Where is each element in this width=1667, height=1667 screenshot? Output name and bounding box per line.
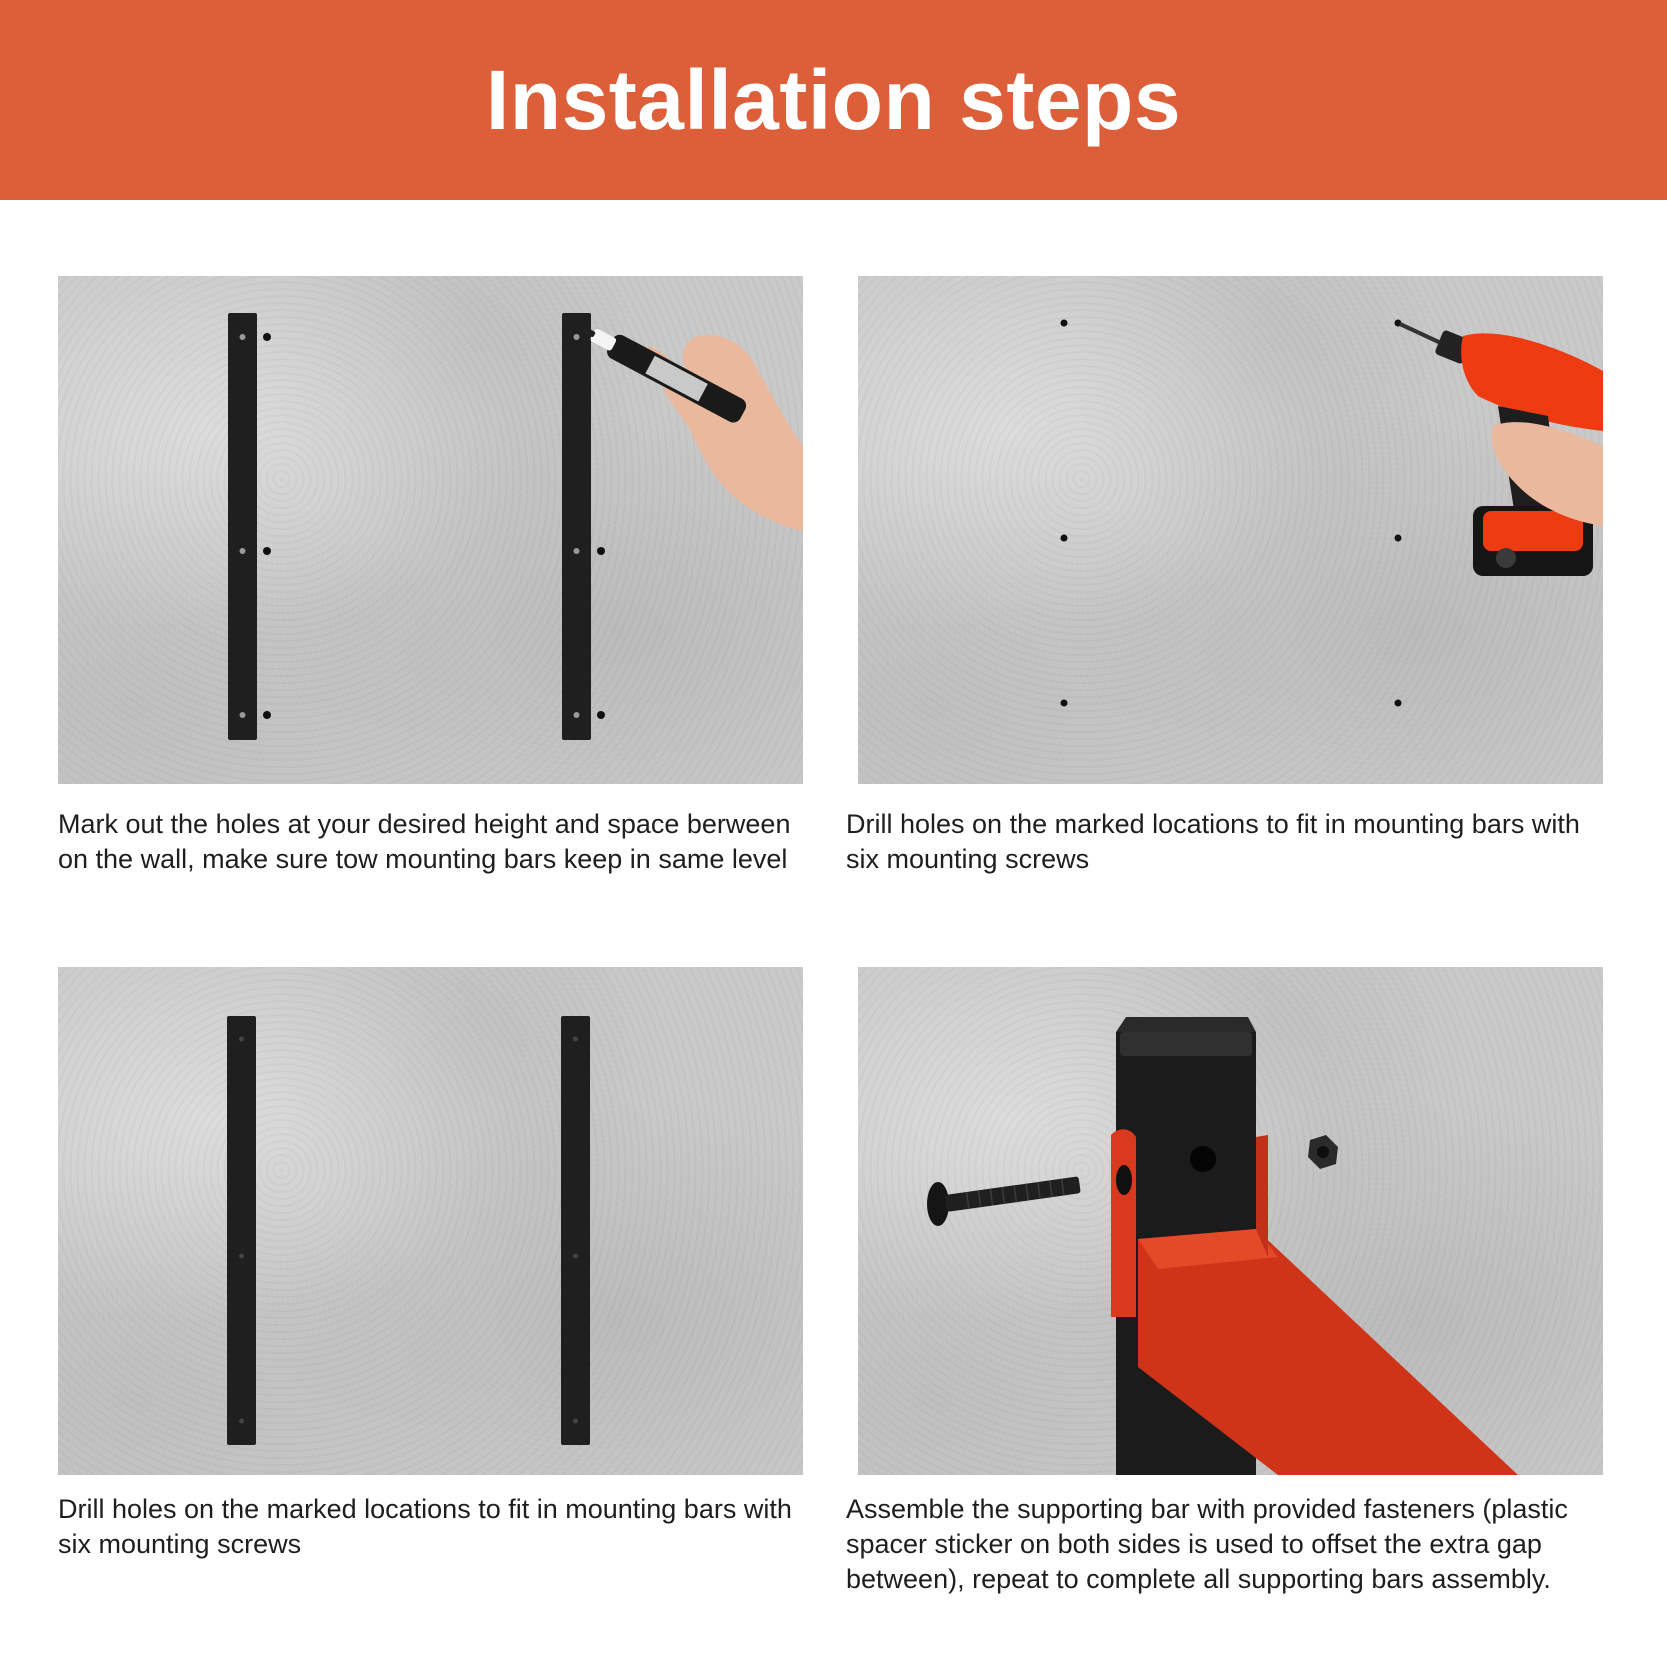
step-1-image [58,276,803,784]
step-3-caption: Drill holes on the marked locations to fit in mounting bars with six mounting screws [58,1494,792,1559]
step-1-caption: Mark out the holes at your desired height and space berween on the wall, make sure tow mounting bars keep in same level [58,809,791,874]
power-drill [1400,324,1603,576]
mounting-bar-right [562,313,591,740]
hex-nut [1308,1135,1338,1169]
step-4-caption: Assemble the supporting bar with provided fasteners (plastic spacer sticker on both sides is used to offset the extra gap between), repeat to complete all supporting bars assembly. [846,1494,1568,1594]
installed-bar-right [561,1016,590,1445]
header-banner [0,0,1667,200]
step-2-image [858,276,1603,784]
bolt [927,1176,1081,1226]
step-4-image [858,967,1603,1475]
hand-with-marker [578,318,803,531]
step-3-image [58,967,803,1475]
step-2-caption: Drill holes on the marked locations to fit in mounting bars with six mounting screws [846,809,1580,874]
mounting-bar-left [228,313,257,740]
installed-bar-left [227,1016,256,1445]
marked-holes [263,333,605,719]
page-title: Installation steps [485,52,1182,147]
drilled-holes [1061,320,1402,707]
